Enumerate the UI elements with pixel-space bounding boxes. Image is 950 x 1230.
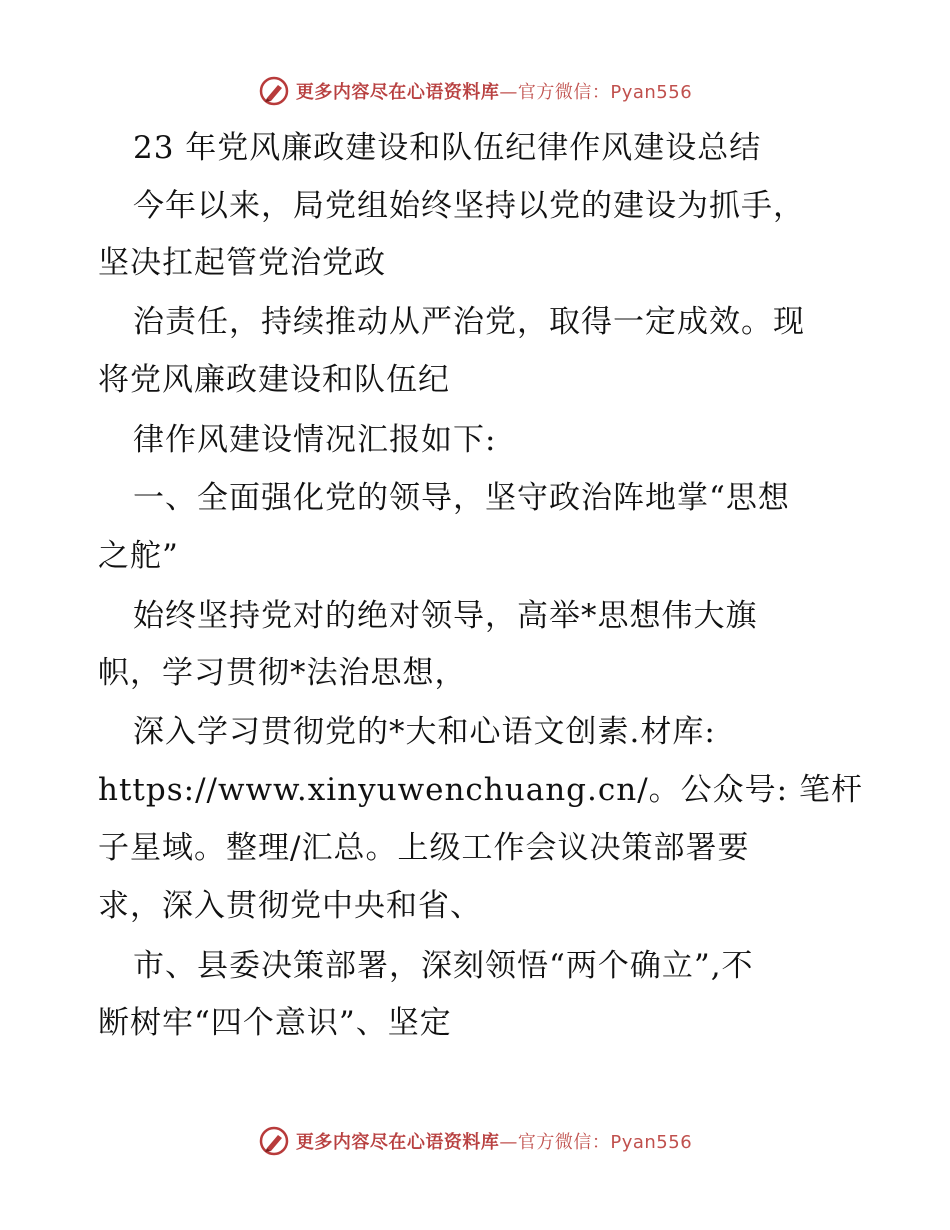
paragraph-line: 今年以来，局党组始终坚持以党的建设为抓手，	[133, 188, 805, 224]
pen-logo-icon	[258, 75, 290, 107]
header-watermark-text	[296, 78, 692, 104]
pen-logo-icon	[258, 1125, 290, 1157]
footer-site-text: 更多内容尽在心语资料库	[295, 1132, 500, 1153]
section-heading-continued: 之舵”	[98, 538, 179, 574]
paragraph-line: 深入学习贯彻党的*大和心语文创素.材库:	[133, 714, 716, 750]
footer-watermark-text	[296, 1128, 692, 1154]
paragraph-line: https://www.xinyuwenchuang.cn/。公众号: 笔杆	[98, 772, 863, 808]
header-watermark-banner	[0, 71, 950, 111]
paragraph-line: 将党风廉政建设和队伍纪	[98, 362, 450, 398]
paragraph-line: 治责任，持续推动从严治党，取得一定成效。现	[133, 304, 805, 340]
paragraph-line: 求，深入贯彻党中央和省、	[98, 888, 482, 924]
paragraph-line: 市、县委决策部署，深刻领悟“两个确立”,不	[133, 948, 754, 984]
paragraph-line: 子星域。整理/汇总。上级工作会议决策部署要	[98, 830, 750, 866]
paragraph-line: 坚决扛起管党治党政	[98, 245, 386, 281]
paragraph-line: 断树牢“四个意识”、坚定	[98, 1005, 452, 1041]
paragraph-line: 帜，学习贯彻*法治思想，	[98, 655, 467, 691]
paragraph-line: 律作风建设情况汇报如下:	[133, 422, 497, 458]
footer-watermark-banner	[0, 1121, 950, 1161]
paragraph-line: 始终坚持党对的绝对领导，高举*思想伟大旗	[133, 598, 758, 634]
footer-contact-text: —官方微信：Pyan556	[499, 1132, 693, 1153]
header-site-text: 更多内容尽在心语资料库	[295, 82, 500, 103]
document-title: 23 年党风廉政建设和队伍纪律作风建设总结	[133, 130, 762, 166]
header-contact-text: —官方微信：Pyan556	[499, 82, 693, 103]
section-heading: 一、全面强化党的领导，坚守政治阵地掌“思想	[133, 480, 790, 516]
